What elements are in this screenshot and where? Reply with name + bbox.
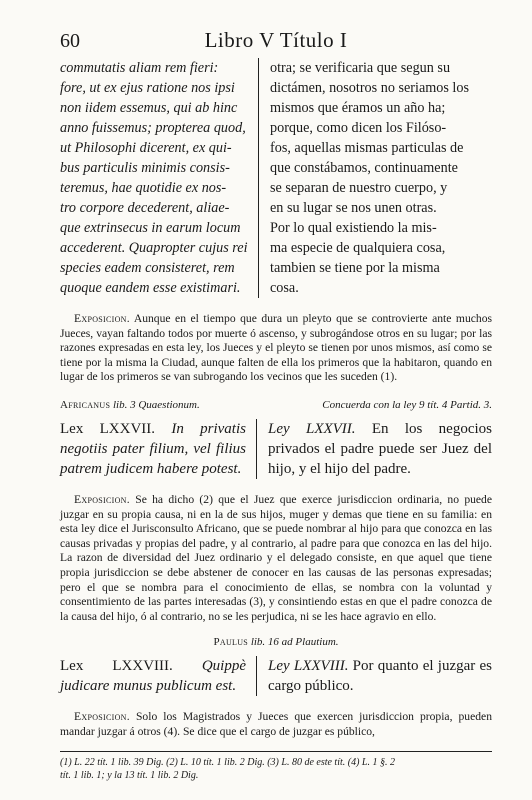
running-title: Libro V Título I xyxy=(204,28,348,52)
citation-work: lib. 3 Quaestionum. xyxy=(110,398,200,411)
lex-lxxvii-columns xyxy=(60,419,492,479)
spanish-line: otra; se verificaria que segun su xyxy=(270,60,451,76)
ley-lxxvii-spanish xyxy=(264,419,492,479)
citation-lxxviii xyxy=(60,636,492,648)
document-page xyxy=(60,26,492,782)
citation-author: Paulus xyxy=(213,636,249,649)
footnote-line: (1) L. 22 tít. 1 lib. 39 Dig. (2) L. 10 tít. 1 lib. 2 Dig. (3) L. 80 de este tít. (4) L. 1 §. 2 xyxy=(60,757,395,769)
latin-line: non iidem essemus, qui ab hinc xyxy=(60,100,238,116)
ley-lxxviii-spanish xyxy=(264,656,492,696)
spanish-line: mismos que éramos un año ha; xyxy=(270,100,446,116)
citation-work: lib. 16 ad Plautium. xyxy=(248,636,339,649)
exposicion-text: Aunque en el tiempo que dura un pleyto que se controvierte ante muchos Jueces, vayan faltando todos por muerte ó ascenso, y subrogándose otros en su lugar; por las razones expresadas en esta ley, los Jueces y el pleyto se tienen por unos mismos, así como se tiene por la misma la Ciudad, aunque falten de ella los primeros que la habitaron, quando en lugar de los primeros se van subrogando los vecinos que les suceden (1). xyxy=(60,312,492,384)
latin-line: commutatis aliam rem fieri: xyxy=(60,60,219,76)
latin-line: teremus, hae quotidie ex nos- xyxy=(60,180,227,196)
page-header xyxy=(60,26,492,56)
exposicion-paragraph-2 xyxy=(60,493,492,624)
latin-line: tro corpore decederent, aliae- xyxy=(60,200,230,216)
exposicion-text: Se ha dicho (2) que el Juez que exerce jurisdiccion ordinaria, no puede juzgar en su propia causa, ni en la de sus hijos, muger y demas que tiene en su familia: en esta ley dice el Jurisconsulto Africano, que se puede nombrar al hijo para que conozca en las causas privadas y propias del padre, y al contrario, al padre para que conozca en las del hijo. La razon de diversidad del Juez ordinario y el delegado consiste, en que aquel que tiene propia jurisdiccion se debe abstener de conocer en las causas de las personas expresadas; pero el que se nombra para el conocimiento de ellas, se nombra con la voluntad y consentimiento de las partes interesadas (3), y consintiendo estas en que el padre conozca de la causa del hijo, ó al contrario, no se les perjudica, ni se les hace agravio en ello. xyxy=(60,492,492,623)
page-number: 60 xyxy=(60,30,80,52)
latin-line: accederent. Quapropter cujus rei xyxy=(60,240,248,256)
latin-line: que extrinsecus in earum locum xyxy=(60,220,241,236)
footnote-rule xyxy=(60,751,492,752)
spanish-line: Por lo qual existiendo la mis- xyxy=(270,220,437,236)
latin-line: species eadem consisteret, rem xyxy=(60,260,235,276)
exposicion-label: Exposicion. xyxy=(74,312,130,325)
ley-text: En los negocios privados el padre puede ser Juez del hijo, y el hijo del padre. xyxy=(268,420,492,477)
ley-text: Por quanto el juzgar es cargo público. xyxy=(268,658,492,695)
latin-line: quoque eandem esse existimari. xyxy=(60,280,241,296)
spanish-line: que constábamos, continuamente xyxy=(270,160,458,176)
spanish-line: fos, aquellas mismas particulas de xyxy=(270,140,464,156)
lex-heading: Lex LXXVII. xyxy=(60,420,156,437)
lex-lxxviii-columns xyxy=(60,656,492,696)
spanish-line: cosa. xyxy=(270,280,299,296)
footnote-line: tít. 1 lib. 1; y la 13 tít. 1 lib. 2 Dig. xyxy=(60,770,199,782)
exposicion-label: Exposicion. xyxy=(74,492,130,506)
spanish-line: se separan de nuestro cuerpo, y xyxy=(270,180,448,196)
spanish-line: tambien se tiene por la misma xyxy=(270,260,440,276)
citation-author: Africanus xyxy=(60,398,111,411)
latin-line: ut Philosophi dicerent, ex qui- xyxy=(60,140,232,156)
latin-line: fore, ut ex ejus ratione nos ipsi xyxy=(60,80,235,96)
lex-heading: Lex LXXVIII. xyxy=(60,658,173,675)
top-bilingual-columns xyxy=(60,58,492,298)
citation-concordance: Concuerda con la ley 9 tít. 4 Partid. 3. xyxy=(322,398,492,411)
exposicion-text: Solo los Magistrados y Jueces que exercen jurisdiccion propia, pueden mandar juzgar á otros (4). Se dice que el cargo de juzgar es público, xyxy=(60,710,492,738)
latin-column xyxy=(60,58,259,298)
ley-heading: Ley LXXVIII. xyxy=(268,658,349,675)
lex-text: In privatis negotiis pater filium, vel filius patrem judicem habere potest. xyxy=(60,420,246,477)
exposicion-label: Exposicion. xyxy=(74,710,130,724)
lex-text: Quippè judicare munus publicum est. xyxy=(60,658,246,695)
spanish-line: en su lugar se nos unen otras. xyxy=(270,200,437,216)
citation-lxxvii xyxy=(60,399,492,411)
spanish-line: porque, como dicen los Filóso- xyxy=(270,120,447,136)
lex-lxxviii-latin xyxy=(60,656,257,696)
latin-line: anno fuissemus; propterea quod, xyxy=(60,120,246,136)
spanish-column xyxy=(266,58,492,298)
exposicion-paragraph-1 xyxy=(60,312,492,385)
exposicion-paragraph-3 xyxy=(60,710,492,739)
spanish-line: dictámen, nosotros no seriamos los xyxy=(270,80,469,96)
latin-line: bus particulis minimis consis- xyxy=(60,160,230,176)
lex-lxxvii-latin xyxy=(60,419,257,479)
spanish-line: ma especie de qualquiera cosa, xyxy=(270,240,446,256)
ley-heading: Ley LXXVII. xyxy=(268,420,356,437)
citation-source-left xyxy=(60,399,200,411)
footnotes xyxy=(60,756,492,782)
